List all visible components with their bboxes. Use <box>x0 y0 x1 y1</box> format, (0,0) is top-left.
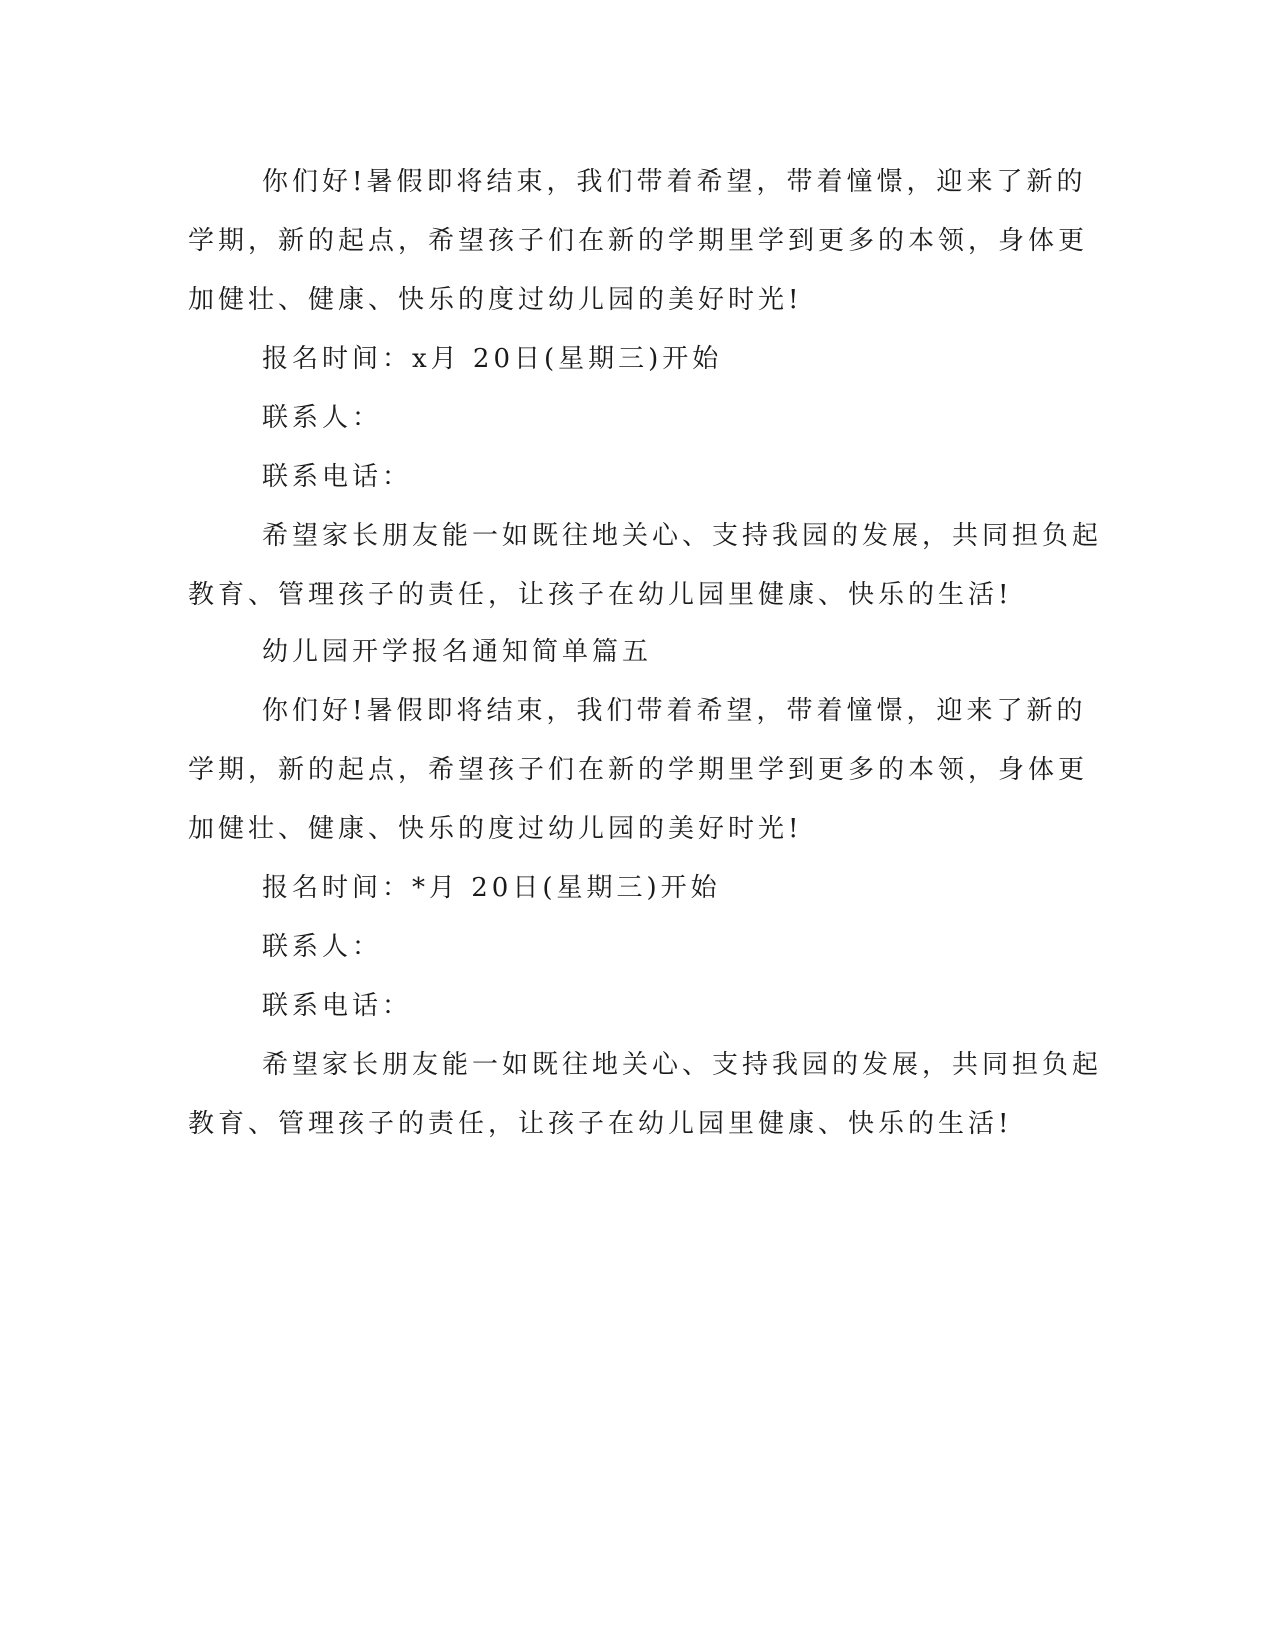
section-heading: 幼儿园开学报名通知简单篇五 <box>262 637 653 667</box>
greeting-line-3: 加健壮、健康、快乐的度过幼儿园的美好时光! <box>188 285 803 315</box>
contact-person: 联系人： <box>262 403 383 433</box>
registration-time: 报名时间：*月 20日(星期三)开始 <box>262 873 721 903</box>
closing-line-2: 教育、管理孩子的责任，让孩子在幼儿园里健康、快乐的生活! <box>188 1109 1013 1139</box>
closing-line-1: 希望家长朋友能一如既往地关心、支持我园的发展，共同担负起 <box>262 521 1103 551</box>
greeting-line-1: 你们好!暑假即将结束，我们带着希望，带着憧憬，迎来了新的 <box>262 696 1087 726</box>
greeting-line-2: 学期，新的起点，希望孩子们在新的学期里学到更多的本领，身体更 <box>188 226 1089 256</box>
greeting-line-1: 你们好!暑假即将结束，我们带着希望，带着憧憬，迎来了新的 <box>262 167 1087 197</box>
contact-phone: 联系电话： <box>262 462 413 492</box>
closing-line-2: 教育、管理孩子的责任，让孩子在幼儿园里健康、快乐的生活! <box>188 580 1013 610</box>
registration-time: 报名时间：x月 20日(星期三)开始 <box>262 344 723 374</box>
contact-person: 联系人： <box>262 932 383 962</box>
greeting-line-2: 学期，新的起点，希望孩子们在新的学期里学到更多的本领，身体更 <box>188 755 1089 785</box>
contact-phone: 联系电话： <box>262 991 413 1021</box>
closing-line-1: 希望家长朋友能一如既往地关心、支持我园的发展，共同担负起 <box>262 1050 1103 1080</box>
greeting-line-3: 加健壮、健康、快乐的度过幼儿园的美好时光! <box>188 814 803 844</box>
